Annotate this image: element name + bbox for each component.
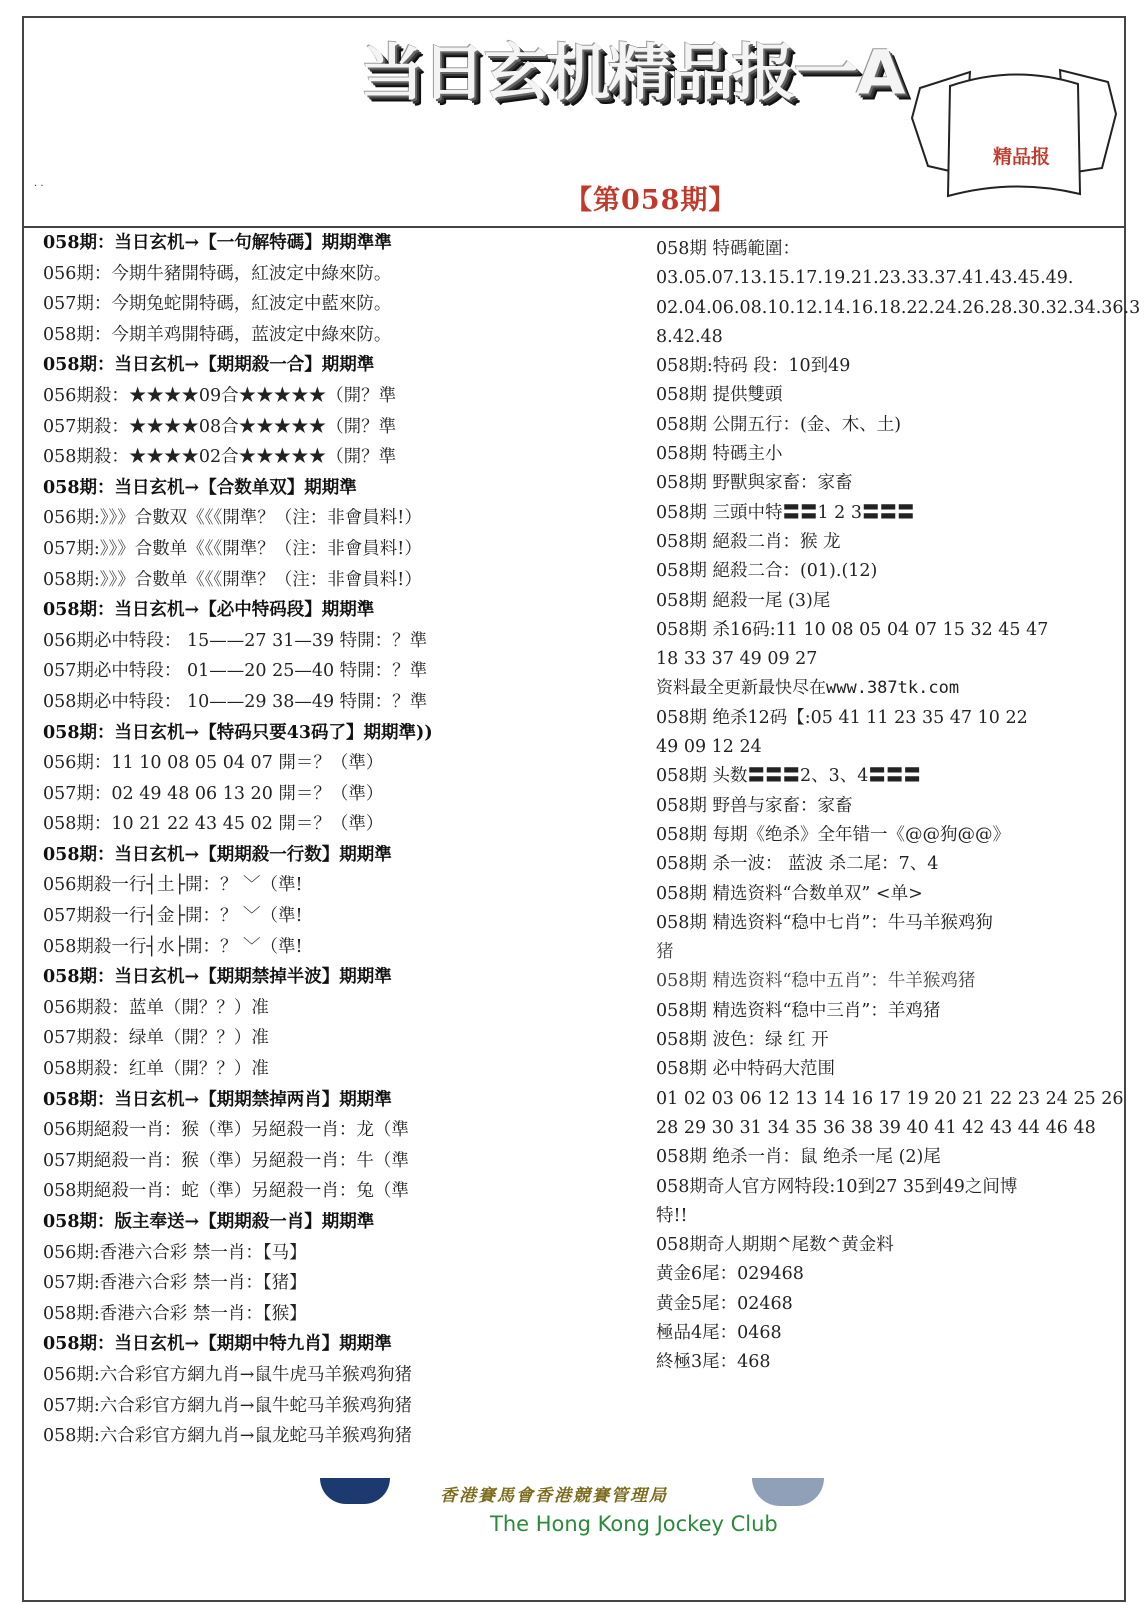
text-line: 056期殺：★★★★09合★★★★★（開？準 [43, 385, 397, 406]
text-line: 058期 每期《绝杀》全年错一《@@狗@@》 [656, 824, 1010, 845]
text-line: 056期殺：蓝单（開？？）准 [43, 997, 269, 1018]
text-line: 056期殺一行┤土├開：？ ﹀（準! [43, 875, 303, 896]
text-line: 056期：11 10 08 05 04 07 開＝？（準） [43, 753, 384, 774]
text-line: 056期必中特段： 15——27 31—39 特開：？準 [43, 630, 428, 651]
text-line: 058期 精选资料“稳中七肖”：牛马羊猴鸡狗 [656, 912, 993, 933]
text-line: 058期：10 21 22 43 45 02 開＝？（準） [43, 814, 384, 835]
text-line: 49 09 12 24 [656, 737, 762, 758]
right-column [656, 235, 1141, 1378]
period-label: 【第058期】 [565, 185, 737, 216]
text-line: 058期奇人期期^尾数^黄金料 [656, 1235, 894, 1256]
footer-english-name: The Hong Kong Jockey Club [490, 1512, 778, 1536]
text-line: 8.42.48 [656, 326, 723, 347]
text-line: 終極3尾：468 [656, 1352, 771, 1373]
text-line: 058期 絕殺二肖：猴 龙 [656, 531, 841, 552]
text-line: 056期:香港六合彩 禁一肖：【马】 [43, 1242, 307, 1263]
text-line: 058期 绝杀一肖：鼠 绝杀一尾 (2)尾 [656, 1147, 941, 1168]
text-line: 057期殺一行┤金├開：？ ﹀（準! [43, 906, 303, 927]
text-line: 058期 絕殺一尾 (3)尾 [656, 590, 831, 611]
section-heading: 058期：当日玄机→【一句解特碼】期期準準 [43, 233, 392, 253]
text-line: 058期 精选资料“稳中三肖”：羊鸡猪 [656, 1000, 941, 1021]
text-line: 057期：02 49 48 06 13 20 開＝？（準） [43, 783, 384, 804]
text-line: 極品4尾：0468 [656, 1322, 782, 1343]
page-title: 当日玄机精品报一A [360, 38, 904, 109]
text-line: 058期 波色：绿 红 开 [656, 1030, 829, 1051]
text-line: 056期絕殺一肖：猴（準）另絕殺一肖：龙（準 [43, 1120, 409, 1141]
text-line: 056期:》》》合數双《《《開準？（注：非會員料!） [43, 508, 422, 529]
text-line: 058期 野獸與家畜：家畜 [656, 473, 853, 494]
text-line: 黄金5尾：02468 [656, 1293, 793, 1314]
text-line: 058期 精选资料“合数单双” <单> [656, 883, 923, 904]
text-line: 058期絕殺一肖：蛇（準）另絕殺一肖：兔（準 [43, 1181, 409, 1202]
text-line: 058期:》》》合數单《《《開準？（注：非會員料!） [43, 569, 422, 590]
text-line: 058期殺：★★★★02合★★★★★（開？準 [43, 447, 397, 468]
text-line: 058期殺：红单（開？？）准 [43, 1059, 269, 1080]
text-line: 特!! [656, 1205, 688, 1226]
text-line: 058期：今期羊鸡開特碼，蓝波定中綠來防。 [43, 324, 392, 345]
text-line: 18 33 37 49 09 27 [656, 649, 818, 670]
section-heading: 058期：当日玄机→【期期殺一合】期期準 [43, 355, 375, 376]
text-line: 057期絕殺一肖：猴（準）另絕殺一肖：牛（準 [43, 1150, 409, 1171]
text-line: 056期:六合彩官方網九肖→鼠牛虎马羊猴鸡狗猪 [43, 1364, 412, 1385]
text-line: 01 02 03 06 12 13 14 16 17 19 20 21 22 23 24 25 26 [656, 1088, 1124, 1109]
text-line: 058期 特碼主小 [656, 444, 783, 465]
text-line: 058期 提供雙頭 [656, 385, 783, 406]
text-line: 黄金6尾：029468 [656, 1264, 804, 1285]
text-line: 058期 必中特码大范围 [656, 1059, 835, 1080]
scroll-banner-icon [910, 58, 1118, 208]
text-line: 058期:六合彩官方網九肖→鼠龙蛇马羊猴鸡狗猪 [43, 1426, 412, 1447]
text-line: 058期:香港六合彩 禁一肖：【猴】 [43, 1303, 307, 1324]
text-line: 058期 特碼範圍： [656, 239, 800, 259]
text-line: 057期:香港六合彩 禁一肖：【猪】 [43, 1273, 307, 1294]
text-line: 058期 绝杀12码【:05 41 11 23 35 47 10 22 [656, 707, 1028, 728]
text-line: 057期殺：绿单（開？？）准 [43, 1028, 269, 1049]
section-heading: 058期：当日玄机→【期期殺一行数】期期準 [43, 844, 392, 865]
section-heading: 058期：版主奉送→【期期殺一肖】期期準 [43, 1212, 375, 1232]
text-line: 058期 杀一波： 蓝波 杀二尾：7、4 [656, 854, 939, 875]
text-line: 资料最全更新最快尽在www.387tk.com [656, 678, 960, 699]
section-heading: 058期：当日玄机→【期期中特九肖】期期準 [43, 1334, 392, 1355]
text-line: 058期 头数〓〓〓2、3、4〓〓〓 [656, 766, 921, 787]
footer-chinese-name: 香港賽馬會香港競賽管理局 [440, 1486, 668, 1506]
text-line: 058期:特码 段：10到49 [656, 356, 851, 377]
text-line: 058期 精选资料“稳中五肖”：牛羊猴鸡猪 [656, 971, 976, 992]
text-line: 057期:》》》合數单《《《開準？（注：非會員料!） [43, 538, 422, 559]
text-line: 058期奇人官方网特段:10到27 35到49之间博 [656, 1176, 1018, 1197]
text-line: 猪 [656, 942, 674, 963]
text-line: 058期 野兽与家畜：家畜 [656, 795, 853, 816]
text-line: 058期 杀16码:11 10 08 05 04 07 15 32 45 47 [656, 619, 1049, 640]
decor-dots: . . [34, 178, 44, 189]
section-heading: 058期：当日玄机→【期期禁掉两肖】期期準 [43, 1089, 392, 1110]
left-column [43, 228, 603, 1452]
text-line: 058期殺一行┤水├開：？ ﹀（準! [43, 936, 303, 957]
text-line: 058期 三頭中特〓〓1 2 3〓〓〓 [656, 502, 915, 523]
section-heading: 058期：当日玄机→【特码只要43码了】期期準)) [43, 722, 433, 743]
section-heading: 058期：当日玄机→【合数单双】期期準 [43, 477, 357, 498]
text-line: 057期殺：★★★★08合★★★★★（開？準 [43, 416, 397, 437]
text-line: 28 29 30 31 34 35 36 38 39 40 41 42 43 44 46 48 [656, 1117, 1096, 1138]
text-line: 02.04.06.08.10.12.14.16.18.22.24.26.28.30.32.34.36.3 [656, 297, 1141, 318]
text-line: 058期 絕殺二合：(01).(12) [656, 561, 878, 582]
text-line: 057期必中特段： 01——20 25—40 特開：？準 [43, 661, 428, 682]
text-line: 058期必中特段： 10——29 38—49 特開：？準 [43, 691, 428, 712]
badge-label: 精品报 [993, 146, 1051, 168]
text-line: 057期：今期兔蛇開特碼，紅波定中藍來防。 [43, 294, 392, 315]
text-line: 058期 公開五行：(金、木、土) [656, 414, 902, 435]
section-heading: 058期：当日玄机→【必中特码段】期期準 [43, 600, 375, 621]
text-line: 057期:六合彩官方網九肖→鼠牛蛇马羊猴鸡狗猪 [43, 1395, 412, 1416]
section-heading: 058期：当日玄机→【期期禁掉半波】期期準 [43, 967, 392, 988]
text-line: 03.05.07.13.15.17.19.21.23.33.37.41.43.45.49. [656, 268, 1074, 289]
text-line: 056期：今期牛豬開特碼，紅波定中綠來防。 [43, 263, 392, 284]
